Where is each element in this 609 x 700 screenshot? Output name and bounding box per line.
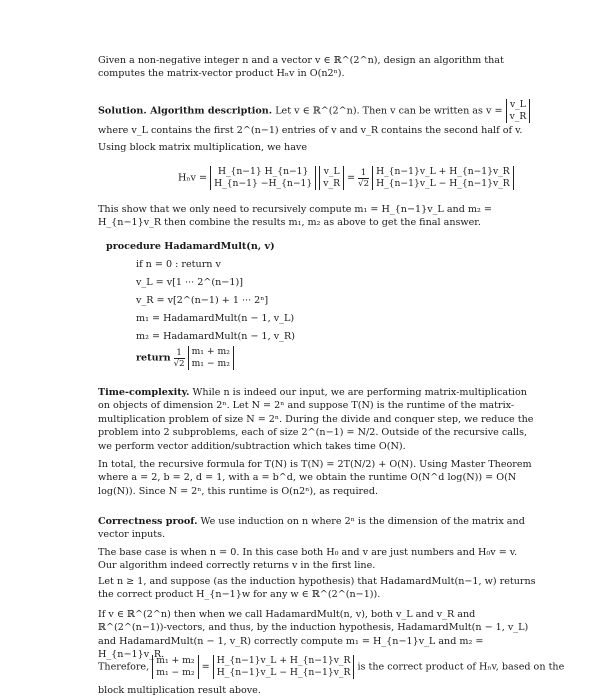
v-vector bbox=[319, 166, 344, 190]
res-row-2: H_{n−1}v_L − H_{n−1}v_R bbox=[376, 178, 510, 189]
solution-intro: Let v ∈ ℝ^(2^n). Then v can be written as v = bbox=[275, 105, 503, 117]
product-row-2: H_{n−1}v_L − H_{n−1}v_R bbox=[216, 667, 351, 678]
alg-line-3: v_R = v[2^(n−1) + 1 ··· 2ⁿ] bbox=[136, 295, 269, 306]
vec-row-1: v_L bbox=[323, 166, 340, 177]
eq-lhs: Hₙv = bbox=[178, 172, 208, 184]
return-keyword: return bbox=[136, 352, 171, 364]
h-row-2: H_{n−1} −H_{n−1} bbox=[214, 178, 313, 189]
therefore-line bbox=[98, 655, 564, 679]
correct-heading: Correctness proof. bbox=[98, 516, 198, 527]
product-vector bbox=[213, 655, 355, 679]
therefore-eq: = bbox=[201, 661, 210, 673]
correct-paragraph-3: Let n ≥ 1, and suppose (as the induction hypothesis) that HadamardMult(n−1, w) returns the correct product H_{n−1}w for any w ∈ ℝ^(2^(n−1)). bbox=[98, 576, 536, 601]
alg-return bbox=[136, 346, 234, 370]
procedure-header bbox=[106, 241, 275, 253]
eq-mid: = bbox=[347, 172, 356, 184]
block-equation bbox=[178, 166, 514, 190]
v-bottom: v_R bbox=[509, 111, 527, 122]
solution-heading: Solution. Algorithm description. bbox=[98, 105, 273, 117]
therefore-tail: is the correct product of Hₙv, based on the bbox=[357, 661, 565, 673]
problem-statement: Given a non-negative integer n and a vector v ∈ ℝ^(2^n), design an algorithm that computes the matrix-vector product Hₙv in O(n2ⁿ). bbox=[98, 55, 504, 80]
product-row-1: H_{n−1}v_L + H_{n−1}v_R bbox=[216, 655, 351, 666]
time-heading: Time-complexity. bbox=[98, 387, 190, 398]
procedure-signature: procedure HadamardMult(n, v) bbox=[106, 241, 275, 252]
recursion-remark: This show that we only need to recursively compute m₁ = H_{n−1}v_L and m₂ = H_{n−1}v_R then combine the results m₁, m₂ as above to get the final answer. bbox=[98, 204, 492, 229]
correct-paragraph-4: If v ∈ ℝ^(2^n) then when we call HadamardMult(n, v), both v_L and v_R and ℝ^(2^(n−1))-vectors, and thus, by the induction hypothesis, HadamardMult(n − 1, v_L) and HadamardMult(n − 1, v_R) correctly compute m₁ = H_{n−1}v_L and m₂ = H_{n−1}v_R. bbox=[98, 609, 529, 661]
return-frac-num: 1 bbox=[174, 348, 185, 359]
alg-line-5: m₂ = HadamardMult(n − 1, v_R) bbox=[136, 331, 295, 342]
return-frac bbox=[174, 348, 185, 369]
v-top: v_L bbox=[509, 99, 526, 110]
closing-line: block multiplication result above. bbox=[98, 685, 261, 696]
time-paragraph-1 bbox=[98, 386, 538, 453]
vec-row-2: v_R bbox=[323, 178, 340, 189]
v-split-vector bbox=[506, 99, 531, 123]
one-over-root2 bbox=[358, 168, 369, 189]
return-row-2: m₁ − m₂ bbox=[191, 358, 230, 369]
correct-paragraph-2: The base case is when n = 0. In this case both H₀ and v are just numbers and H₀v = v. Our algorithm indeed correctly returns v in the first line. bbox=[98, 547, 518, 572]
m-vector bbox=[152, 655, 198, 679]
h-row-1: H_{n−1} H_{n−1} bbox=[217, 166, 309, 177]
return-frac-den: √2 bbox=[173, 358, 185, 369]
solution-intro-line bbox=[98, 99, 538, 123]
result-vector bbox=[372, 166, 514, 190]
therefore-label: Therefore, bbox=[98, 661, 150, 673]
where-text: where v_L contains the first 2^(n−1) entries of v and v_R contains the second half of v. bbox=[98, 125, 523, 136]
correct-paragraph-1 bbox=[98, 515, 538, 542]
using-text: Using block matrix multiplication, we have bbox=[98, 142, 308, 153]
alg-line-4: m₁ = HadamardMult(n − 1, v_L) bbox=[136, 313, 295, 324]
alg-line-2: v_L = v[1 ··· 2^(n−1)] bbox=[136, 277, 243, 288]
frac-den: √2 bbox=[358, 178, 369, 189]
h-matrix bbox=[210, 166, 316, 190]
frac-num: 1 bbox=[358, 168, 369, 179]
return-row-1: m₁ + m₂ bbox=[191, 346, 230, 357]
time-paragraph-2: In total, the recursive formula for T(N) is T(N) = 2T(N/2) + O(N). Using Master Theorem where a = 2, b = 2, d = 1, with a = b^d, we obtain the runtime O(N^d log(N)) = O(N log(N)). Since N = 2ⁿ, this runtime is O(n2ⁿ), as required. bbox=[98, 459, 532, 497]
m-row-2: m₁ − m₂ bbox=[156, 667, 195, 678]
m-row-1: m₁ + m₂ bbox=[156, 655, 195, 666]
return-vector bbox=[188, 346, 234, 370]
res-row-1: H_{n−1}v_L + H_{n−1}v_R bbox=[376, 166, 510, 177]
alg-line-1: if n = 0 : return v bbox=[136, 259, 221, 270]
correct-body-1: We use induction on n where 2ⁿ is the dimension of the matrix and vector inputs. bbox=[98, 516, 525, 541]
time-body-1: While n is indeed our input, we are performing matrix-multiplication on objects of dimension 2ⁿ. Let N = 2ⁿ and suppose T(N) is the runtime of the matrix-multiplication problem of size N = 2ⁿ. During the divide and conquer step, we reduce the problem into 2 subproblems, each of size 2^(n−1) = N/2. Outside of the recursive calls, we perform vector addition/subtraction which takes time O(N). bbox=[98, 387, 534, 452]
